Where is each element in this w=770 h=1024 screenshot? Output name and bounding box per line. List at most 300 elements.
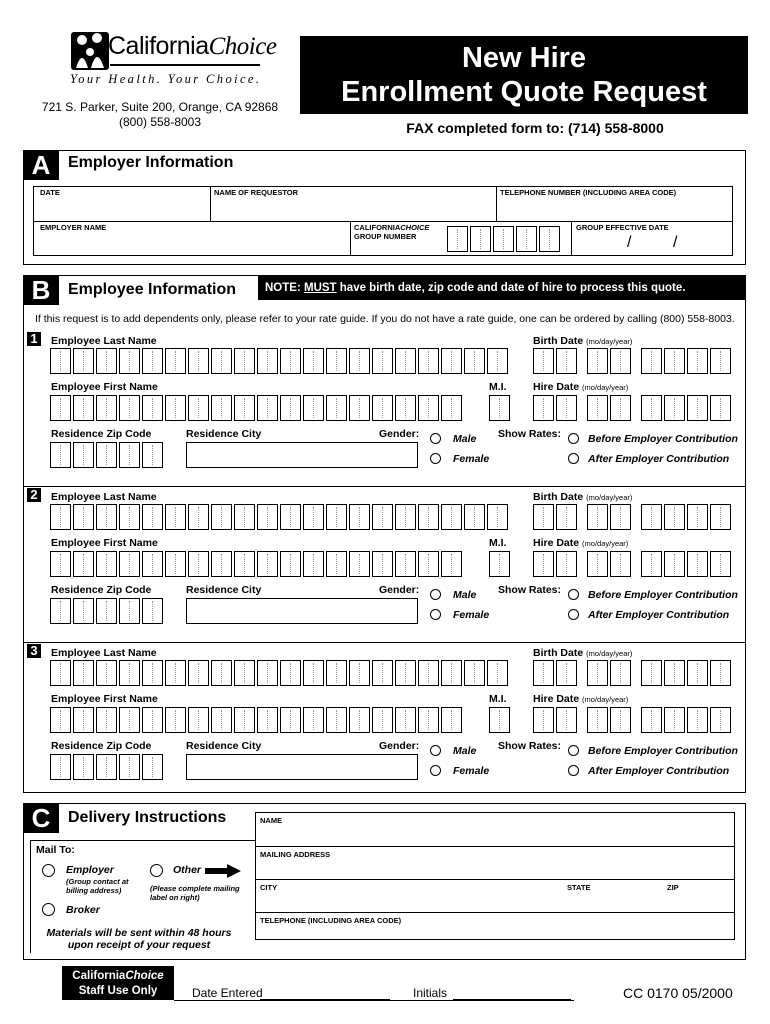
first-name-boxes-box[interactable] [418, 551, 439, 577]
hire-date-label [533, 381, 628, 393]
address-line-1: 721 S. Parker, Suite 200, Orange, CA 92868 [41, 100, 279, 114]
mail-other-note: (Please complete mailing label on right) [150, 884, 240, 902]
last-name-boxes-box[interactable] [372, 348, 393, 374]
zip-boxes-box[interactable] [119, 598, 140, 624]
zip-boxes[interactable] [50, 598, 165, 624]
last-name-boxes-box[interactable] [188, 660, 209, 686]
hire-date-format: (mo/day/year) [582, 539, 629, 548]
show-rates-label: Show Rates: [498, 740, 562, 752]
hire-date-boxes-box[interactable] [587, 551, 608, 577]
last-name-boxes-box[interactable] [257, 504, 278, 530]
fax-instruction: FAX completed form to: (714) 558-8000 [406, 120, 664, 136]
group-number-boxes[interactable] [447, 226, 562, 252]
last-name-boxes-box[interactable] [96, 660, 117, 686]
last-name-boxes-box[interactable] [142, 504, 163, 530]
staff-use-badge [62, 966, 174, 1000]
first-name-boxes-box[interactable] [395, 707, 416, 733]
employer-phone-field[interactable] [497, 197, 732, 220]
first-name-boxes-box[interactable] [326, 551, 347, 577]
logo-underline [110, 64, 260, 66]
first-name-boxes[interactable] [50, 551, 464, 577]
mi-box-box[interactable] [489, 551, 510, 577]
birth-date-label-text: Birth Date [533, 335, 584, 347]
first-name-label: Employee First Name [51, 537, 158, 549]
birth-date-boxes-box[interactable] [710, 348, 731, 374]
last-name-boxes-box[interactable] [372, 504, 393, 530]
first-name-label: Employee First Name [51, 693, 158, 705]
gender-female-label: Female [453, 609, 490, 621]
last-name-boxes-box[interactable] [257, 660, 278, 686]
effective-date-slash-2: / [673, 234, 678, 251]
hire-date-boxes-box[interactable] [533, 395, 554, 421]
birth-date-boxes-box[interactable] [587, 348, 608, 374]
effective-date-slash-1: / [627, 234, 632, 251]
first-name-boxes-box[interactable] [303, 551, 324, 577]
group-number-box[interactable] [516, 226, 537, 252]
rates-before-radio[interactable] [568, 589, 579, 600]
zip-boxes-box[interactable] [142, 442, 163, 468]
first-name-boxes-box[interactable] [418, 395, 439, 421]
gender-female-radio[interactable] [430, 453, 441, 464]
last-name-boxes-box[interactable] [441, 660, 462, 686]
last-name-boxes-box[interactable] [349, 660, 370, 686]
first-name-boxes-box[interactable] [96, 395, 117, 421]
first-name-boxes-box[interactable] [395, 395, 416, 421]
last-name-boxes-box[interactable] [303, 504, 324, 530]
last-name-boxes-box[interactable] [464, 348, 485, 374]
hire-date-boxes-box[interactable] [687, 395, 708, 421]
employer-name-label: EMPLOYER NAME [40, 223, 107, 232]
gender-female-label: Female [453, 453, 490, 465]
hire-date-boxes-box[interactable] [664, 395, 685, 421]
first-name-boxes-box[interactable] [211, 395, 232, 421]
first-name-boxes-box[interactable] [372, 551, 393, 577]
rates-after-radio[interactable] [568, 453, 579, 464]
gender-female-radio[interactable] [430, 765, 441, 776]
company-address [30, 100, 290, 130]
first-name-boxes-box[interactable] [165, 395, 186, 421]
mi-box[interactable] [489, 551, 512, 577]
last-name-boxes-box[interactable] [165, 504, 186, 530]
rates-before-label: Before Employer Contribution [588, 589, 738, 601]
last-name-boxes-box[interactable] [372, 660, 393, 686]
last-name-boxes-box[interactable] [418, 660, 439, 686]
first-name-boxes-box[interactable] [119, 707, 140, 733]
mail-other-radio[interactable] [150, 864, 163, 877]
birth-date-boxes-box[interactable] [641, 348, 662, 374]
first-name-boxes-box[interactable] [211, 551, 232, 577]
effective-date-field[interactable] [572, 233, 732, 255]
last-name-boxes-box[interactable] [73, 348, 94, 374]
birth-date-boxes-box[interactable] [687, 348, 708, 374]
first-name-boxes-box[interactable] [73, 707, 94, 733]
requestor-field[interactable] [211, 197, 495, 220]
last-name-boxes-box[interactable] [234, 660, 255, 686]
last-name-boxes-box[interactable] [50, 660, 71, 686]
group-number-box[interactable] [539, 226, 560, 252]
first-name-boxes-box[interactable] [96, 551, 117, 577]
first-name-boxes-box[interactable] [372, 395, 393, 421]
first-name-boxes-box[interactable] [188, 395, 209, 421]
city-input[interactable] [186, 598, 418, 624]
last-name-boxes-box[interactable] [487, 660, 508, 686]
birth-date-boxes-box[interactable] [664, 504, 685, 530]
hire-date-label [533, 693, 628, 705]
birth-date-boxes-box[interactable] [610, 660, 631, 686]
address-phone: (800) 558-8003 [118, 115, 202, 129]
zip-boxes[interactable] [50, 442, 165, 468]
first-name-boxes-box[interactable] [326, 395, 347, 421]
mi-label: M.I. [489, 693, 507, 705]
last-name-boxes-box[interactable] [119, 660, 140, 686]
last-name-boxes-box[interactable] [73, 504, 94, 530]
first-name-boxes-box[interactable] [142, 395, 163, 421]
hire-date-boxes-box[interactable] [533, 707, 554, 733]
first-name-boxes-box[interactable] [234, 551, 255, 577]
first-name-boxes-box[interactable] [188, 707, 209, 733]
rates-before-radio[interactable] [568, 745, 579, 756]
gender-male-label: Male [453, 433, 477, 445]
gender-male-radio[interactable] [430, 433, 441, 444]
first-name-boxes-box[interactable] [257, 395, 278, 421]
birth-date-boxes-box[interactable] [641, 660, 662, 686]
last-name-boxes-box[interactable] [211, 660, 232, 686]
birth-date-format: (mo/day/year) [586, 649, 633, 658]
zip-boxes-box[interactable] [96, 754, 117, 780]
last-name-boxes[interactable] [50, 504, 510, 530]
mail-name-label: NAME [260, 816, 283, 825]
section-a-title: Employer Information [68, 154, 234, 171]
hire-date-boxes-box[interactable] [710, 707, 731, 733]
group-number-box[interactable] [447, 226, 468, 252]
birth-date-boxes[interactable] [533, 348, 733, 374]
last-name-boxes-box[interactable] [395, 660, 416, 686]
city-input[interactable] [186, 754, 418, 780]
hire-date-boxes-box[interactable] [587, 395, 608, 421]
date-entered-label: Date Entered [192, 986, 263, 1000]
last-name-boxes-box[interactable] [188, 504, 209, 530]
first-name-boxes[interactable] [50, 395, 464, 421]
first-name-boxes-box[interactable] [234, 707, 255, 733]
rates-after-label: After Employer Contribution [588, 765, 730, 777]
last-name-boxes[interactable] [50, 660, 510, 686]
birth-date-boxes-box[interactable] [610, 504, 631, 530]
first-name-boxes-box[interactable] [211, 707, 232, 733]
last-name-boxes-box[interactable] [418, 504, 439, 530]
birth-date-boxes-box[interactable] [664, 660, 685, 686]
city-input[interactable] [186, 442, 418, 468]
group-number-label [354, 223, 429, 241]
rates-before-label: Before Employer Contribution [588, 433, 738, 445]
hire-date-boxes[interactable] [533, 707, 733, 733]
first-name-boxes-box[interactable] [349, 551, 370, 577]
last-name-boxes-box[interactable] [234, 348, 255, 374]
mi-box[interactable] [489, 707, 512, 733]
mi-box-box[interactable] [489, 395, 510, 421]
first-name-boxes-box[interactable] [280, 707, 301, 733]
last-name-boxes-box[interactable] [50, 348, 71, 374]
birth-date-boxes[interactable] [533, 504, 733, 530]
mail-to-label: Mail To: [36, 844, 75, 856]
birth-date-boxes-box[interactable] [587, 660, 608, 686]
birth-date-boxes-box[interactable] [687, 504, 708, 530]
note-text: have birth date, zip code and date of hire to process this quote. [336, 282, 686, 294]
first-name-boxes-box[interactable] [50, 707, 71, 733]
birth-date-boxes-box[interactable] [587, 504, 608, 530]
gender-male-radio[interactable] [430, 745, 441, 756]
first-name-boxes-box[interactable] [349, 395, 370, 421]
last-name-boxes-box[interactable] [165, 348, 186, 374]
first-name-boxes-box[interactable] [119, 551, 140, 577]
birth-date-boxes-box[interactable] [710, 660, 731, 686]
last-name-label: Employee Last Name [51, 647, 157, 659]
last-name-boxes-box[interactable] [280, 348, 301, 374]
last-name-boxes-box[interactable] [96, 504, 117, 530]
hire-date-boxes-box[interactable] [641, 551, 662, 577]
last-name-boxes-box[interactable] [280, 660, 301, 686]
staff-california: California [72, 970, 126, 982]
gender-female-label: Female [453, 765, 490, 777]
group-number-box[interactable] [493, 226, 514, 252]
zip-boxes-box[interactable] [119, 754, 140, 780]
zip-boxes-box[interactable] [50, 754, 71, 780]
last-name-boxes-box[interactable] [303, 660, 324, 686]
birth-date-boxes-box[interactable] [610, 348, 631, 374]
birth-date-label-text: Birth Date [533, 491, 584, 503]
date-field[interactable] [34, 197, 209, 220]
first-name-boxes[interactable] [50, 707, 464, 733]
first-name-boxes-box[interactable] [73, 551, 94, 577]
birth-date-label [533, 335, 632, 347]
zip-label: Residence Zip Code [51, 584, 152, 596]
first-name-boxes-box[interactable] [165, 707, 186, 733]
mail-city-state-zip-field[interactable] [256, 892, 734, 911]
first-name-boxes-box[interactable] [441, 707, 462, 733]
birth-date-label-text: Birth Date [533, 647, 584, 659]
zip-boxes-box[interactable] [96, 598, 117, 624]
hire-date-format: (mo/day/year) [582, 383, 629, 392]
hire-date-boxes-box[interactable] [533, 551, 554, 577]
title-line-2: Enrollment Quote Request [341, 76, 707, 108]
employee-number: 1 [27, 332, 41, 346]
first-name-boxes-box[interactable] [441, 551, 462, 577]
group-number-box[interactable] [470, 226, 491, 252]
hire-date-boxes-box[interactable] [556, 395, 577, 421]
hire-date-boxes-box[interactable] [687, 551, 708, 577]
last-name-boxes-box[interactable] [326, 660, 347, 686]
first-name-boxes-box[interactable] [395, 551, 416, 577]
last-name-boxes-box[interactable] [395, 348, 416, 374]
mailing-address-field[interactable] [256, 859, 734, 878]
hire-date-label-text: Hire Date [533, 381, 580, 393]
first-name-boxes-box[interactable] [234, 395, 255, 421]
birth-date-boxes-box[interactable] [687, 660, 708, 686]
first-name-boxes-box[interactable] [50, 551, 71, 577]
form-code: CC 0170 05/2000 [623, 985, 733, 1001]
note-must: MUST [303, 282, 337, 294]
rates-after-radio[interactable] [568, 765, 579, 776]
birth-date-boxes-box[interactable] [556, 348, 577, 374]
birth-date-label [533, 491, 632, 503]
first-name-boxes-box[interactable] [372, 707, 393, 733]
first-name-boxes-box[interactable] [142, 707, 163, 733]
gender-female-radio[interactable] [430, 609, 441, 620]
birth-date-boxes-box[interactable] [533, 660, 554, 686]
last-name-label: Employee Last Name [51, 335, 157, 347]
employee-number: 3 [27, 644, 41, 658]
title-line-1: New Hire [461, 42, 587, 74]
hire-date-label [533, 537, 628, 549]
last-name-boxes-box[interactable] [165, 660, 186, 686]
hire-date-boxes-box[interactable] [556, 551, 577, 577]
first-name-boxes-box[interactable] [326, 707, 347, 733]
hire-date-boxes-box[interactable] [610, 551, 631, 577]
employer-name-field[interactable] [34, 232, 349, 255]
hire-date-boxes-box[interactable] [641, 707, 662, 733]
first-name-boxes-box[interactable] [50, 395, 71, 421]
first-name-boxes-box[interactable] [349, 707, 370, 733]
rates-after-label: After Employer Contribution [588, 609, 730, 621]
zip-boxes-box[interactable] [142, 754, 163, 780]
hire-date-boxes-box[interactable] [641, 395, 662, 421]
birth-date-boxes-box[interactable] [556, 504, 577, 530]
mail-phone-field[interactable] [256, 925, 734, 939]
initials-field[interactable] [453, 985, 571, 1000]
first-name-boxes-box[interactable] [165, 551, 186, 577]
zip-boxes[interactable] [50, 754, 165, 780]
first-name-boxes-box[interactable] [441, 395, 462, 421]
mail-name-field[interactable] [256, 826, 734, 845]
hire-date-boxes-box[interactable] [610, 707, 631, 733]
hire-date-format: (mo/day/year) [582, 695, 629, 704]
gender-male-radio[interactable] [430, 589, 441, 600]
first-name-boxes-box[interactable] [119, 395, 140, 421]
last-name-boxes-box[interactable] [418, 348, 439, 374]
mi-box[interactable] [489, 395, 512, 421]
hire-date-boxes-box[interactable] [710, 551, 731, 577]
last-name-boxes-box[interactable] [280, 504, 301, 530]
last-name-boxes-box[interactable] [142, 348, 163, 374]
hire-date-boxes-box[interactable] [587, 707, 608, 733]
last-name-boxes-box[interactable] [326, 504, 347, 530]
zip-boxes-box[interactable] [73, 598, 94, 624]
rates-after-radio[interactable] [568, 609, 579, 620]
last-name-boxes-box[interactable] [487, 348, 508, 374]
last-name-boxes-box[interactable] [257, 348, 278, 374]
employer-phone-label: TELEPHONE NUMBER (INCLUDING AREA CODE) [500, 188, 677, 197]
zip-boxes-box[interactable] [73, 754, 94, 780]
materials-note [30, 927, 248, 951]
birth-date-boxes-box[interactable] [533, 348, 554, 374]
last-name-boxes-box[interactable] [441, 504, 462, 530]
last-name-boxes-box[interactable] [349, 504, 370, 530]
hire-date-boxes-box[interactable] [664, 551, 685, 577]
logo-name-choice: Choice [208, 33, 277, 60]
first-name-boxes-box[interactable] [257, 551, 278, 577]
zip-boxes-box[interactable] [50, 442, 71, 468]
mail-employer-radio[interactable] [42, 864, 55, 877]
hire-date-boxes-box[interactable] [664, 707, 685, 733]
last-name-boxes-box[interactable] [50, 504, 71, 530]
first-name-label: Employee First Name [51, 381, 158, 393]
rates-before-radio[interactable] [568, 433, 579, 444]
last-name-boxes-box[interactable] [234, 504, 255, 530]
zip-boxes-box[interactable] [73, 442, 94, 468]
first-name-boxes-box[interactable] [280, 395, 301, 421]
first-name-boxes-box[interactable] [418, 707, 439, 733]
initials-label: Initials [413, 986, 448, 1000]
mail-broker-radio[interactable] [42, 903, 55, 916]
birth-date-boxes-box[interactable] [641, 504, 662, 530]
hire-date-boxes[interactable] [533, 395, 733, 421]
last-name-boxes-box[interactable] [326, 348, 347, 374]
last-name-boxes-box[interactable] [441, 348, 462, 374]
birth-date-boxes-box[interactable] [533, 504, 554, 530]
staff-use-only: Staff Use Only [78, 985, 158, 997]
city-label: Residence City [186, 428, 262, 440]
city-label: Residence City [186, 584, 262, 596]
first-name-boxes-box[interactable] [303, 707, 324, 733]
mail-phone-label: TELEPHONE (INCLUDING AREA CODE) [260, 916, 402, 925]
first-name-boxes-box[interactable] [188, 551, 209, 577]
last-name-boxes-box[interactable] [211, 504, 232, 530]
zip-boxes-box[interactable] [119, 442, 140, 468]
last-name-boxes-box[interactable] [464, 660, 485, 686]
date-label: DATE [40, 188, 60, 197]
last-name-boxes[interactable] [50, 348, 510, 374]
hire-date-boxes-box[interactable] [687, 707, 708, 733]
first-name-boxes-box[interactable] [303, 395, 324, 421]
first-name-boxes-box[interactable] [142, 551, 163, 577]
hire-date-boxes-box[interactable] [556, 707, 577, 733]
first-name-boxes-box[interactable] [257, 707, 278, 733]
birth-date-boxes[interactable] [533, 660, 733, 686]
last-name-boxes-box[interactable] [119, 348, 140, 374]
birth-date-boxes-box[interactable] [710, 504, 731, 530]
last-name-boxes-box[interactable] [188, 348, 209, 374]
zip-boxes-box[interactable] [96, 442, 117, 468]
zip-label: Residence Zip Code [51, 428, 152, 440]
birth-date-boxes-box[interactable] [664, 348, 685, 374]
zip-boxes-box[interactable] [50, 598, 71, 624]
last-name-boxes-box[interactable] [487, 504, 508, 530]
mi-box-box[interactable] [489, 707, 510, 733]
zip-boxes-box[interactable] [142, 598, 163, 624]
last-name-boxes-box[interactable] [464, 504, 485, 530]
zip-label: Residence Zip Code [51, 740, 152, 752]
first-name-boxes-box[interactable] [96, 707, 117, 733]
hire-date-boxes-box[interactable] [710, 395, 731, 421]
hire-date-boxes[interactable] [533, 551, 733, 577]
last-name-boxes-box[interactable] [96, 348, 117, 374]
last-name-boxes-box[interactable] [73, 660, 94, 686]
mail-city-label: CITY [260, 883, 278, 892]
birth-date-boxes-box[interactable] [556, 660, 577, 686]
last-name-boxes-box[interactable] [119, 504, 140, 530]
section-c-title: Delivery Instructions [68, 809, 227, 826]
hire-date-boxes-box[interactable] [610, 395, 631, 421]
last-name-boxes-box[interactable] [395, 504, 416, 530]
last-name-boxes-box[interactable] [349, 348, 370, 374]
date-entered-field[interactable] [260, 985, 390, 1000]
first-name-boxes-box[interactable] [280, 551, 301, 577]
last-name-boxes-box[interactable] [211, 348, 232, 374]
birth-date-format: (mo/day/year) [586, 493, 633, 502]
first-name-boxes-box[interactable] [73, 395, 94, 421]
last-name-boxes-box[interactable] [142, 660, 163, 686]
last-name-boxes-box[interactable] [303, 348, 324, 374]
mi-label: M.I. [489, 537, 507, 549]
